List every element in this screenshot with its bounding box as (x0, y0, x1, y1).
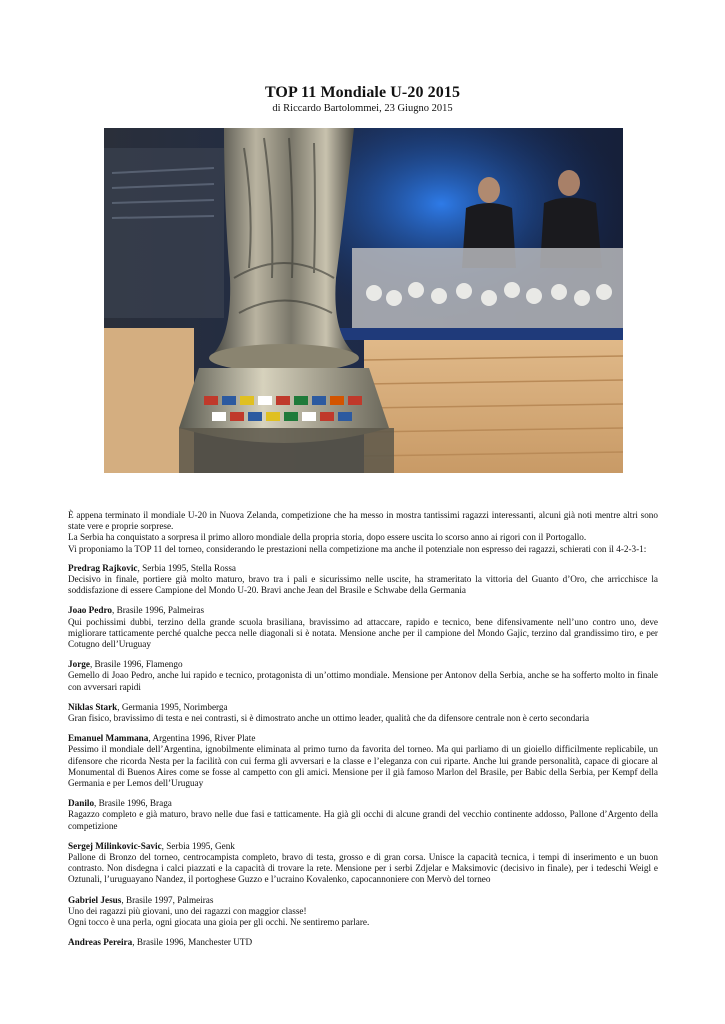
player-description: Ragazzo completo e già maturo, bravo nelle due fasi e tatticamente. Ha già gli occhi di alcune grandi del vecchio continente addosso, Pallone d’Argento della competizione (68, 809, 658, 831)
player-info: , Serbia 1995, Genk (161, 840, 235, 851)
article-title: TOP 11 Mondiale U-20 2015 (264, 84, 461, 101)
player-info: , Brasile 1996, Palmeiras (111, 605, 205, 616)
player-info: , Serbia 1995, Stella Rossa (137, 562, 237, 573)
player-name: Sergej Milinkovic-Savic (68, 840, 162, 851)
intro-paragraph: Vi proponiamo la TOP 11 del torneo, considerando le prestazioni nella competizione ma anche il potenziale non espresso dei ragazzi, schierati con il 4-2-3-1: (68, 543, 647, 554)
player-description: Uno dei ragazzi più giovani, uno dei ragazzi con maggior classe! (68, 905, 307, 916)
player-entry (68, 733, 658, 789)
player-entry (68, 798, 658, 832)
player-info: , Brasile 1996, Braga (94, 798, 172, 809)
player-description: Gran fisico, bravissimo di testa e nei contrasti, si è dimostrato anche un ottimo leader, qualità che da difensore centrale non è certo secondaria (68, 713, 590, 724)
intro-paragraph: La Serbia ha conquistato a sorpresa il primo alloro mondiale della propria storia, dopo essere uscita lo scorso anno ai rigori con il Portogallo. (68, 532, 587, 543)
player-heading (68, 659, 658, 670)
player-info: , Argentina 1996, River Plate (148, 733, 256, 744)
player-name: Gabriel Jesus (68, 894, 122, 905)
intro-block (68, 510, 658, 555)
player-name: Danilo (68, 798, 95, 809)
player-description: Ogni tocco è una perla, ogni giocata una gioia per gli occhi. Ne sentiremo parlare. (68, 917, 370, 928)
player-entry (68, 937, 658, 948)
player-name: Andreas Pereira (68, 937, 133, 948)
player-heading (68, 733, 658, 744)
player-entry (68, 895, 658, 929)
player-heading (68, 841, 658, 852)
player-info: , Germania 1995, Norimberga (117, 701, 228, 712)
player-name: Joao Pedro (68, 605, 112, 616)
player-entry (68, 605, 658, 650)
player-description: Gemello di Joao Pedro, anche lui rapido e tecnico, protagonista di un’ottimo mondiale. Mensione per Antonov della Serbia, anche se ha sofferto molto in finale con avversari rapidi (68, 670, 658, 692)
player-description: Pessimo il mondiale dell’Argentina, ignobilmente eliminata al primo turno da favorita del torneo. Ma qui parliamo di un gioiello difficilmente replicabile, un difensore che ricorda Nesta per la facilità con cui ferma gli avversari e la classe e l’eleganza con cui riparte. Anche lui grande personalità, capace di giocare al Monumental di Buenos Aires come se fosse al campetto con gli amici. Mensione per il già famoso Marlon del Brasile, per Babic della Serbia, per Kempf della Germania e per Lemos dell’Uruguay (68, 744, 658, 789)
player-name: Jorge (68, 659, 90, 670)
player-entry (68, 659, 658, 693)
player-description: Decisivo in finale, portiere già molto maturo, bravo tra i pali e sicurissimo nelle uscite, ha strameritato la vittoria del Guanto d’Oro, che arricchisce la soddisfazione di essere Campione del Mondo U-20. Bravi anche Jean del Brasile e Schwabe della Germania (68, 574, 658, 596)
player-entry (68, 563, 658, 597)
player-heading (68, 937, 658, 948)
article-body (68, 510, 658, 958)
player-entry (68, 702, 658, 724)
player-heading (68, 702, 658, 713)
player-description: Pallone di Bronzo del torneo, centrocampista completo, bravo di testa, grosso e di gran corsa. Unisce la capacità tecnica, i tempi di inserimento e un buon contrasto. Non disdegna i calci piazzati e la capacità di trovare la rete. Mensione per i serbi Zdjelar e Maksimovic (decisivo in finale), per i tedeschi Weigl e Oztunali, l’uruguayano Nandez, il portoghese Guzzo e l’ucraino Kovalenko, capocannoniere con Mervò del torneo (68, 852, 658, 885)
player-name: Emanuel Mammana (68, 733, 149, 744)
player-info: , Brasile 1996, Flamengo (89, 659, 183, 670)
player-name: Predrag Rajkovic (68, 562, 138, 573)
player-description: Qui pochissimi dubbi, terzino della grande scuola brasiliana, bravissimo ad attaccare, rapido e tecnico, bene difensivamente nell’uno contro uno, deve migliorare tatticamente perché qualche pecca nelle diagonali si è notata. Mensione anche per il campione del Mondo Gajic, terzino dal grandissimo tiro, e per Cotugno dell’Uruguay (68, 616, 658, 650)
player-name: Niklas Stark (68, 701, 118, 712)
article-byline: di Riccardo Bartolommei, 23 Giugno 2015 (272, 103, 453, 114)
player-info: , Brasile 1997, Palmeiras (121, 894, 214, 905)
trophy-photo (104, 128, 623, 473)
player-heading (68, 798, 658, 809)
player-info: , Brasile 1996, Manchester UTD (132, 937, 253, 948)
player-heading (68, 605, 658, 616)
intro-paragraph: È appena terminato il mondiale U-20 in Nuova Zelanda, competizione che ha messo in mostra tantissimi ragazzi interessanti, alcuni già noti mentre altri sono state vere e proprie sorprese. (68, 510, 658, 532)
player-heading (68, 563, 658, 574)
player-heading (68, 895, 658, 906)
player-entry (68, 841, 658, 886)
